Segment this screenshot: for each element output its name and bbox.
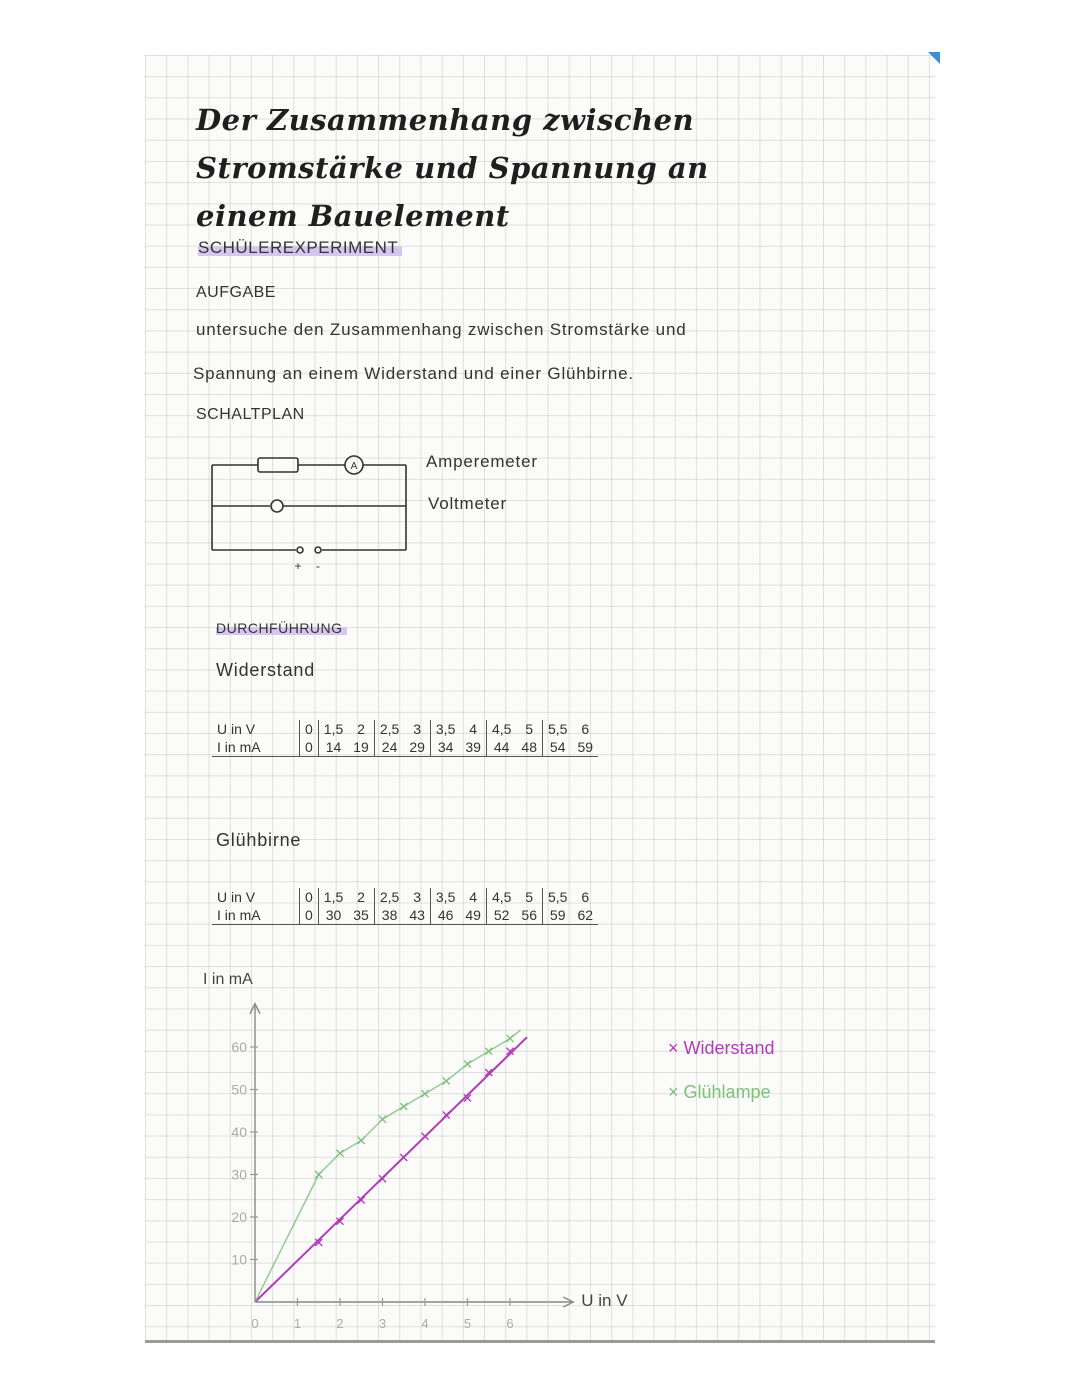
cell: 62 xyxy=(572,906,598,925)
label-voltmeter: Voltmeter xyxy=(428,494,508,513)
cell: 35 xyxy=(348,906,374,925)
y-tick-label: 50 xyxy=(231,1081,247,1098)
task-line-1: untersuche den Zusammenhang zwischen Stromstärke und xyxy=(196,320,687,339)
cell: 5 xyxy=(525,721,534,737)
cell: 38 xyxy=(374,906,404,925)
cell: 14 xyxy=(318,738,348,757)
cell: 4,5 xyxy=(486,720,516,738)
legend-widerstand xyxy=(668,1038,775,1059)
cell: 34 xyxy=(430,738,460,757)
cell: 0 xyxy=(300,906,319,925)
label-amperemeter: Amperemeter xyxy=(426,452,538,471)
cell: 4 xyxy=(469,889,478,905)
x-tick-label: 3 xyxy=(378,1316,387,1331)
cell: 5,5 xyxy=(542,888,572,906)
y-tick-label: 40 xyxy=(231,1124,247,1140)
x-tick-label: 1 xyxy=(293,1316,302,1331)
cell: 0 xyxy=(305,721,313,737)
title-line-1: Der Zusammenhang zwischen xyxy=(196,103,695,137)
cell: 2 xyxy=(357,721,365,737)
resistor-i-label: I in mA xyxy=(212,738,300,757)
resistor-title: Widerstand xyxy=(216,660,316,680)
cell: 2 xyxy=(357,889,365,905)
bulb-u-label: U in V xyxy=(212,888,300,906)
bulb-u-row xyxy=(212,888,598,906)
x-tick-label: 5 xyxy=(463,1316,472,1331)
legend-gluehlampe xyxy=(668,1082,771,1103)
page-title xyxy=(196,96,836,240)
resistor-i-row xyxy=(212,738,598,757)
heading-task: AUFGABE xyxy=(196,284,276,301)
x-tick-label: 6 xyxy=(506,1316,514,1331)
cell: 59 xyxy=(542,906,572,925)
y-axis-label: I in mA xyxy=(203,970,253,988)
cell: 4 xyxy=(469,721,478,737)
cell: 46 xyxy=(430,906,460,925)
y-tick-label: 20 xyxy=(231,1209,247,1225)
cell: 59 xyxy=(572,738,598,757)
x-axis-label: U in V xyxy=(581,1291,628,1310)
cell: 29 xyxy=(404,738,430,757)
cell: 2,5 xyxy=(374,888,404,906)
cell: 5 xyxy=(525,889,534,905)
ammeter-letter: A xyxy=(350,461,358,472)
cell: 3 xyxy=(413,889,421,905)
cell: 6 xyxy=(581,889,590,905)
heading-procedure: DURCHFÜHRUNG xyxy=(216,620,347,636)
page-corner-marker xyxy=(928,52,940,64)
resistor-u-label: U in V xyxy=(212,720,300,738)
bulb-i-label: I in mA xyxy=(212,906,300,925)
cell: 3,5 xyxy=(430,888,460,906)
cell: 54 xyxy=(542,738,572,757)
cell: 49 xyxy=(460,906,486,925)
legend-marker-widerstand: × xyxy=(668,1038,679,1058)
y-tick-label: 30 xyxy=(231,1166,247,1183)
bulb-title: Glühbirne xyxy=(216,830,302,850)
legend-label-gluehlampe: Glühlampe xyxy=(683,1082,771,1102)
cell: 43 xyxy=(404,906,430,925)
legend-label-widerstand: Widerstand xyxy=(683,1038,775,1058)
y-tick-label: 10 xyxy=(231,1251,247,1268)
cell: 0 xyxy=(300,738,319,757)
resistor-table xyxy=(212,720,598,757)
bulb-table xyxy=(212,888,598,925)
x-tick-label: 2 xyxy=(336,1316,344,1331)
bulb-i-row xyxy=(212,906,598,925)
heading-circuit: SCHALTPLAN xyxy=(196,406,305,423)
x-tick-label: 0 xyxy=(251,1316,259,1331)
cell: 3 xyxy=(413,721,421,737)
cell: 2,5 xyxy=(374,720,404,738)
cell: 19 xyxy=(348,738,374,757)
legend-marker-gluehlampe: × xyxy=(668,1082,679,1102)
title-line-3: einem Bauelement xyxy=(196,199,510,233)
cell: 39 xyxy=(460,738,486,757)
terminal-plus-label: + xyxy=(294,559,302,573)
cell: 30 xyxy=(318,906,348,925)
cell: 44 xyxy=(486,738,516,757)
cell: 52 xyxy=(486,906,516,925)
cell: 4,5 xyxy=(486,888,516,906)
cell: 1,5 xyxy=(318,720,348,738)
cell: 0 xyxy=(305,889,313,905)
heading-experiment: SCHÜLEREXPERIMENT xyxy=(198,238,402,258)
resistor-u-row xyxy=(212,720,598,738)
cell: 1,5 xyxy=(318,888,348,906)
cell: 48 xyxy=(516,738,542,757)
cell: 6 xyxy=(581,721,590,737)
cell: 24 xyxy=(374,738,404,757)
title-line-2: Stromstärke und Spannung an xyxy=(196,151,709,185)
terminal-minus-label: - xyxy=(316,559,320,573)
y-tick-label: 60 xyxy=(231,1039,247,1055)
cell: 5,5 xyxy=(542,720,572,738)
cell: 56 xyxy=(516,906,542,925)
cell: 3,5 xyxy=(430,720,460,738)
x-tick-label: 4 xyxy=(421,1316,429,1331)
task-line-2: Spannung an einem Widerstand und einer Glühbirne. xyxy=(193,364,634,383)
